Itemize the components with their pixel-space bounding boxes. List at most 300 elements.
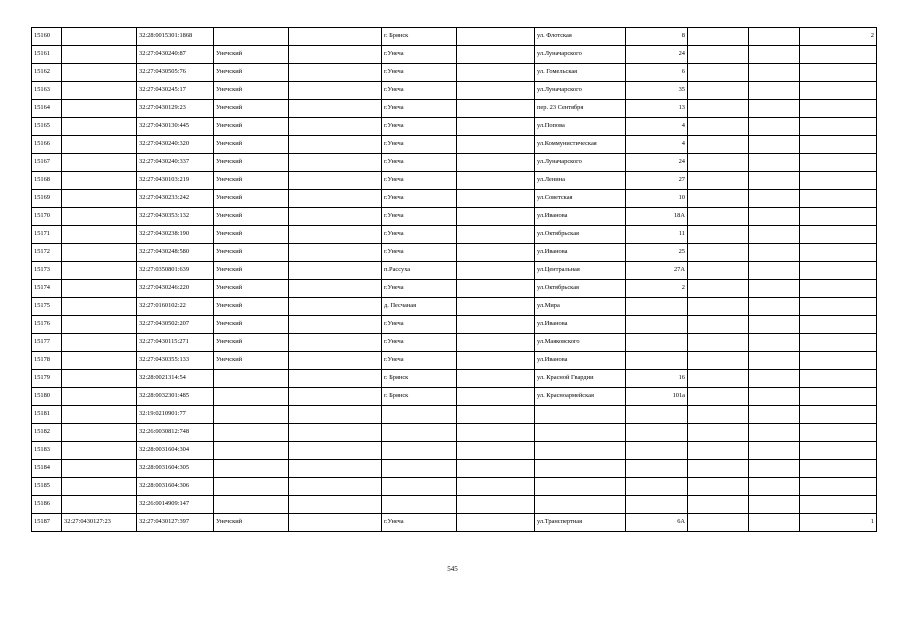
city-cell: г. Брянск: [382, 370, 457, 388]
cadastral-number-cell: 32:28:0031604:305: [137, 460, 214, 478]
table-row: [32, 280, 877, 298]
street-cell: ул.Иванова: [535, 244, 626, 262]
share-cell: [800, 226, 877, 244]
locality-type-cell: [289, 352, 382, 370]
apartment-cell: [749, 28, 800, 46]
table-row: [32, 100, 877, 118]
old-cadastral-number-cell: [62, 262, 137, 280]
table-row: [32, 406, 877, 424]
locality-type-cell: [289, 172, 382, 190]
district-cell: Унечский: [214, 154, 289, 172]
share-cell: [800, 118, 877, 136]
city-cell: г.Унеча: [382, 190, 457, 208]
row-number-cell: 15165: [32, 118, 62, 136]
apartment-cell: [749, 460, 800, 478]
locality-type-cell: [289, 190, 382, 208]
city-cell: г.Унеча: [382, 334, 457, 352]
house-number-cell: [626, 496, 688, 514]
table-row: [32, 154, 877, 172]
cadastral-number-cell: 32:28:0032301:485: [137, 388, 214, 406]
apartment-cell: [749, 46, 800, 64]
old-cadastral-number-cell: [62, 298, 137, 316]
cadastral-number-cell: 32:27:0430103:219: [137, 172, 214, 190]
locality-type-cell: [289, 100, 382, 118]
row-number-cell: 15186: [32, 496, 62, 514]
share-cell: [800, 442, 877, 460]
district-cell: Унечский: [214, 226, 289, 244]
locality-type-cell: [289, 388, 382, 406]
row-number-cell: 15182: [32, 424, 62, 442]
street-cell: ул.Октябрьская: [535, 226, 626, 244]
locality-type-cell: [289, 154, 382, 172]
row-number-cell: 15181: [32, 406, 62, 424]
table-row: [32, 496, 877, 514]
row-number-cell: 15185: [32, 478, 62, 496]
street-cell: [535, 496, 626, 514]
building-cell: [688, 388, 749, 406]
cadastral-number-cell: 32:27:0430246:220: [137, 280, 214, 298]
building-cell: [688, 28, 749, 46]
house-number-cell: 35: [626, 82, 688, 100]
house-number-cell: 2: [626, 280, 688, 298]
row-number-cell: 15171: [32, 226, 62, 244]
street-cell: ул. Красноармейская: [535, 388, 626, 406]
share-cell: [800, 352, 877, 370]
old-cadastral-number-cell: [62, 316, 137, 334]
building-cell: [688, 478, 749, 496]
apartment-cell: [749, 478, 800, 496]
cadastral-number-cell: 32:27:0430355:133: [137, 352, 214, 370]
settlement-cell: [457, 28, 535, 46]
city-cell: г.Унеча: [382, 244, 457, 262]
share-cell: [800, 208, 877, 226]
city-cell: п.Рассуха: [382, 262, 457, 280]
table-row: [32, 478, 877, 496]
apartment-cell: [749, 136, 800, 154]
settlement-cell: [457, 226, 535, 244]
house-number-cell: [626, 460, 688, 478]
district-cell: Унечский: [214, 118, 289, 136]
street-cell: ул.Иванова: [535, 316, 626, 334]
apartment-cell: [749, 154, 800, 172]
share-cell: 1: [800, 514, 877, 532]
old-cadastral-number-cell: [62, 28, 137, 46]
apartment-cell: [749, 82, 800, 100]
cadastral-number-cell: 32:27:0160102:22: [137, 298, 214, 316]
old-cadastral-number-cell: [62, 334, 137, 352]
city-cell: г.Унеча: [382, 226, 457, 244]
house-number-cell: 11: [626, 226, 688, 244]
share-cell: [800, 262, 877, 280]
share-cell: [800, 154, 877, 172]
locality-type-cell: [289, 514, 382, 532]
locality-type-cell: [289, 478, 382, 496]
street-cell: ул.Октябрьская: [535, 280, 626, 298]
settlement-cell: [457, 262, 535, 280]
row-number-cell: 15163: [32, 82, 62, 100]
apartment-cell: [749, 406, 800, 424]
settlement-cell: [457, 460, 535, 478]
table-row: [32, 208, 877, 226]
settlement-cell: [457, 370, 535, 388]
house-number-cell: 27А: [626, 262, 688, 280]
house-number-cell: 18А: [626, 208, 688, 226]
district-cell: Унечский: [214, 352, 289, 370]
share-cell: [800, 406, 877, 424]
building-cell: [688, 64, 749, 82]
cadastral-number-cell: 32:28:0031604:306: [137, 478, 214, 496]
table-row: [32, 64, 877, 82]
table-row: [32, 118, 877, 136]
old-cadastral-number-cell: 32:27:0430127:23: [62, 514, 137, 532]
share-cell: [800, 334, 877, 352]
old-cadastral-number-cell: [62, 64, 137, 82]
building-cell: [688, 100, 749, 118]
district-cell: Унечский: [214, 514, 289, 532]
apartment-cell: [749, 226, 800, 244]
old-cadastral-number-cell: [62, 370, 137, 388]
share-cell: [800, 100, 877, 118]
cadastral-number-cell: 32:27:0430240:320: [137, 136, 214, 154]
settlement-cell: [457, 298, 535, 316]
locality-type-cell: [289, 118, 382, 136]
district-cell: Унечский: [214, 316, 289, 334]
city-cell: г. Брянск: [382, 388, 457, 406]
house-number-cell: 13: [626, 100, 688, 118]
row-number-cell: 15175: [32, 298, 62, 316]
row-number-cell: 15177: [32, 334, 62, 352]
district-cell: [214, 28, 289, 46]
apartment-cell: [749, 334, 800, 352]
building-cell: [688, 82, 749, 100]
table-row: [32, 442, 877, 460]
city-cell: г.Унеча: [382, 64, 457, 82]
cadastral-number-cell: 32:19:0210901:77: [137, 406, 214, 424]
old-cadastral-number-cell: [62, 244, 137, 262]
district-cell: Унечский: [214, 190, 289, 208]
district-cell: Унечский: [214, 334, 289, 352]
cadastral-number-cell: 32:26:0030812:748: [137, 424, 214, 442]
locality-type-cell: [289, 244, 382, 262]
settlement-cell: [457, 244, 535, 262]
share-cell: [800, 280, 877, 298]
street-cell: пер. 23 Сентября: [535, 100, 626, 118]
locality-type-cell: [289, 334, 382, 352]
share-cell: [800, 460, 877, 478]
district-cell: [214, 478, 289, 496]
street-cell: ул.Луначарского: [535, 82, 626, 100]
share-cell: [800, 244, 877, 262]
locality-type-cell: [289, 442, 382, 460]
city-cell: г.Унеча: [382, 118, 457, 136]
district-cell: [214, 424, 289, 442]
building-cell: [688, 262, 749, 280]
settlement-cell: [457, 100, 535, 118]
city-cell: д. Песчаная: [382, 298, 457, 316]
share-cell: [800, 478, 877, 496]
share-cell: [800, 82, 877, 100]
house-number-cell: 10: [626, 190, 688, 208]
city-cell: г.Унеча: [382, 208, 457, 226]
house-number-cell: 6: [626, 64, 688, 82]
house-number-cell: [626, 334, 688, 352]
old-cadastral-number-cell: [62, 82, 137, 100]
city-cell: г.Унеча: [382, 136, 457, 154]
settlement-cell: [457, 64, 535, 82]
street-cell: ул.Советская: [535, 190, 626, 208]
table-row: [32, 136, 877, 154]
locality-type-cell: [289, 460, 382, 478]
apartment-cell: [749, 118, 800, 136]
city-cell: г. Брянск: [382, 28, 457, 46]
locality-type-cell: [289, 316, 382, 334]
row-number-cell: 15164: [32, 100, 62, 118]
house-number-cell: 6А: [626, 514, 688, 532]
cadastral-number-cell: 32:27:0430353:132: [137, 208, 214, 226]
apartment-cell: [749, 424, 800, 442]
settlement-cell: [457, 478, 535, 496]
building-cell: [688, 406, 749, 424]
row-number-cell: 15162: [32, 64, 62, 82]
cadastral-number-cell: 32:27:0430505:76: [137, 64, 214, 82]
city-cell: [382, 478, 457, 496]
district-cell: Унечский: [214, 262, 289, 280]
street-cell: ул.Коммунистическая: [535, 136, 626, 154]
share-cell: [800, 388, 877, 406]
city-cell: [382, 496, 457, 514]
apartment-cell: [749, 370, 800, 388]
district-cell: Унечский: [214, 82, 289, 100]
street-cell: ул. Гомельская: [535, 64, 626, 82]
house-number-cell: [626, 316, 688, 334]
district-cell: [214, 460, 289, 478]
apartment-cell: [749, 100, 800, 118]
settlement-cell: [457, 352, 535, 370]
district-cell: Унечский: [214, 100, 289, 118]
share-cell: [800, 136, 877, 154]
page-number: 545: [447, 565, 458, 573]
building-cell: [688, 460, 749, 478]
row-number-cell: 15184: [32, 460, 62, 478]
settlement-cell: [457, 406, 535, 424]
table-row: [32, 370, 877, 388]
apartment-cell: [749, 442, 800, 460]
old-cadastral-number-cell: [62, 208, 137, 226]
district-cell: Унечский: [214, 172, 289, 190]
city-cell: г.Унеча: [382, 280, 457, 298]
house-number-cell: [626, 406, 688, 424]
house-number-cell: 8: [626, 28, 688, 46]
settlement-cell: [457, 316, 535, 334]
district-cell: Унечский: [214, 298, 289, 316]
apartment-cell: [749, 388, 800, 406]
apartment-cell: [749, 208, 800, 226]
district-cell: Унечский: [214, 64, 289, 82]
old-cadastral-number-cell: [62, 136, 137, 154]
building-cell: [688, 424, 749, 442]
settlement-cell: [457, 280, 535, 298]
settlement-cell: [457, 190, 535, 208]
cadastral-number-cell: 32:27:0430245:17: [137, 82, 214, 100]
cadastral-number-cell: 32:28:0015301:1868: [137, 28, 214, 46]
old-cadastral-number-cell: [62, 154, 137, 172]
settlement-cell: [457, 46, 535, 64]
house-number-cell: 27: [626, 172, 688, 190]
city-cell: г.Унеча: [382, 154, 457, 172]
city-cell: г.Унеча: [382, 172, 457, 190]
share-cell: [800, 298, 877, 316]
old-cadastral-number-cell: [62, 46, 137, 64]
house-number-cell: 25: [626, 244, 688, 262]
cadastral-number-cell: 32:27:0430248:580: [137, 244, 214, 262]
cadastral-number-cell: 32:27:0430240:87: [137, 46, 214, 64]
old-cadastral-number-cell: [62, 424, 137, 442]
building-cell: [688, 316, 749, 334]
building-cell: [688, 154, 749, 172]
apartment-cell: [749, 352, 800, 370]
row-number-cell: 15179: [32, 370, 62, 388]
house-number-cell: 16: [626, 370, 688, 388]
apartment-cell: [749, 298, 800, 316]
apartment-cell: [749, 280, 800, 298]
table-row: [32, 262, 877, 280]
share-cell: [800, 370, 877, 388]
table-row: [32, 82, 877, 100]
old-cadastral-number-cell: [62, 442, 137, 460]
old-cadastral-number-cell: [62, 496, 137, 514]
settlement-cell: [457, 154, 535, 172]
building-cell: [688, 208, 749, 226]
locality-type-cell: [289, 64, 382, 82]
street-cell: ул.Маяковского: [535, 334, 626, 352]
row-number-cell: 15161: [32, 46, 62, 64]
settlement-cell: [457, 118, 535, 136]
locality-type-cell: [289, 298, 382, 316]
apartment-cell: [749, 496, 800, 514]
old-cadastral-number-cell: [62, 352, 137, 370]
locality-type-cell: [289, 370, 382, 388]
old-cadastral-number-cell: [62, 172, 137, 190]
settlement-cell: [457, 208, 535, 226]
city-cell: г.Унеча: [382, 100, 457, 118]
street-cell: [535, 406, 626, 424]
city-cell: [382, 424, 457, 442]
district-cell: Унечский: [214, 136, 289, 154]
cadastral-number-cell: 32:27:0350801:639: [137, 262, 214, 280]
house-number-cell: 4: [626, 118, 688, 136]
building-cell: [688, 334, 749, 352]
table-row: [32, 298, 877, 316]
locality-type-cell: [289, 208, 382, 226]
row-number-cell: 15187: [32, 514, 62, 532]
row-number-cell: 15183: [32, 442, 62, 460]
house-number-cell: 4: [626, 136, 688, 154]
city-cell: г.Унеча: [382, 46, 457, 64]
old-cadastral-number-cell: [62, 460, 137, 478]
house-number-cell: 24: [626, 46, 688, 64]
share-cell: [800, 46, 877, 64]
cadastral-number-cell: 32:27:0430130:445: [137, 118, 214, 136]
street-cell: ул. Красной Гвардии: [535, 370, 626, 388]
locality-type-cell: [289, 262, 382, 280]
row-number-cell: 15176: [32, 316, 62, 334]
district-cell: Унечский: [214, 208, 289, 226]
street-cell: [535, 460, 626, 478]
cadastral-number-cell: 32:27:0430115:271: [137, 334, 214, 352]
settlement-cell: [457, 424, 535, 442]
table-row: [32, 172, 877, 190]
table-row: [32, 352, 877, 370]
house-number-cell: 101а: [626, 388, 688, 406]
building-cell: [688, 352, 749, 370]
table-row: [32, 514, 877, 532]
city-cell: г.Унеча: [382, 316, 457, 334]
settlement-cell: [457, 388, 535, 406]
apartment-cell: [749, 262, 800, 280]
settlement-cell: [457, 136, 535, 154]
building-cell: [688, 226, 749, 244]
city-cell: [382, 406, 457, 424]
street-cell: ул.Иванова: [535, 208, 626, 226]
building-cell: [688, 136, 749, 154]
building-cell: [688, 190, 749, 208]
locality-type-cell: [289, 82, 382, 100]
row-number-cell: 15160: [32, 28, 62, 46]
locality-type-cell: [289, 28, 382, 46]
registry-table: [31, 27, 877, 532]
house-number-cell: [626, 442, 688, 460]
cadastral-number-cell: 32:27:0430129:23: [137, 100, 214, 118]
street-cell: [535, 424, 626, 442]
settlement-cell: [457, 514, 535, 532]
table-row: [32, 388, 877, 406]
building-cell: [688, 46, 749, 64]
row-number-cell: 15180: [32, 388, 62, 406]
old-cadastral-number-cell: [62, 100, 137, 118]
row-number-cell: 15172: [32, 244, 62, 262]
row-number-cell: 15178: [32, 352, 62, 370]
apartment-cell: [749, 172, 800, 190]
house-number-cell: [626, 298, 688, 316]
locality-type-cell: [289, 406, 382, 424]
apartment-cell: [749, 64, 800, 82]
row-number-cell: 15173: [32, 262, 62, 280]
district-cell: [214, 370, 289, 388]
share-cell: [800, 316, 877, 334]
building-cell: [688, 280, 749, 298]
locality-type-cell: [289, 46, 382, 64]
table-row: [32, 460, 877, 478]
table-row: [32, 316, 877, 334]
settlement-cell: [457, 82, 535, 100]
locality-type-cell: [289, 280, 382, 298]
city-cell: г.Унеча: [382, 82, 457, 100]
building-cell: [688, 496, 749, 514]
building-cell: [688, 514, 749, 532]
cadastral-number-cell: 32:27:0430238:190: [137, 226, 214, 244]
district-cell: Унечский: [214, 244, 289, 262]
old-cadastral-number-cell: [62, 190, 137, 208]
street-cell: ул.Центральная: [535, 262, 626, 280]
table-row: [32, 424, 877, 442]
locality-type-cell: [289, 226, 382, 244]
share-cell: [800, 172, 877, 190]
building-cell: [688, 172, 749, 190]
city-cell: г.Унеча: [382, 514, 457, 532]
apartment-cell: [749, 190, 800, 208]
share-cell: [800, 64, 877, 82]
street-cell: ул.Иванова: [535, 352, 626, 370]
